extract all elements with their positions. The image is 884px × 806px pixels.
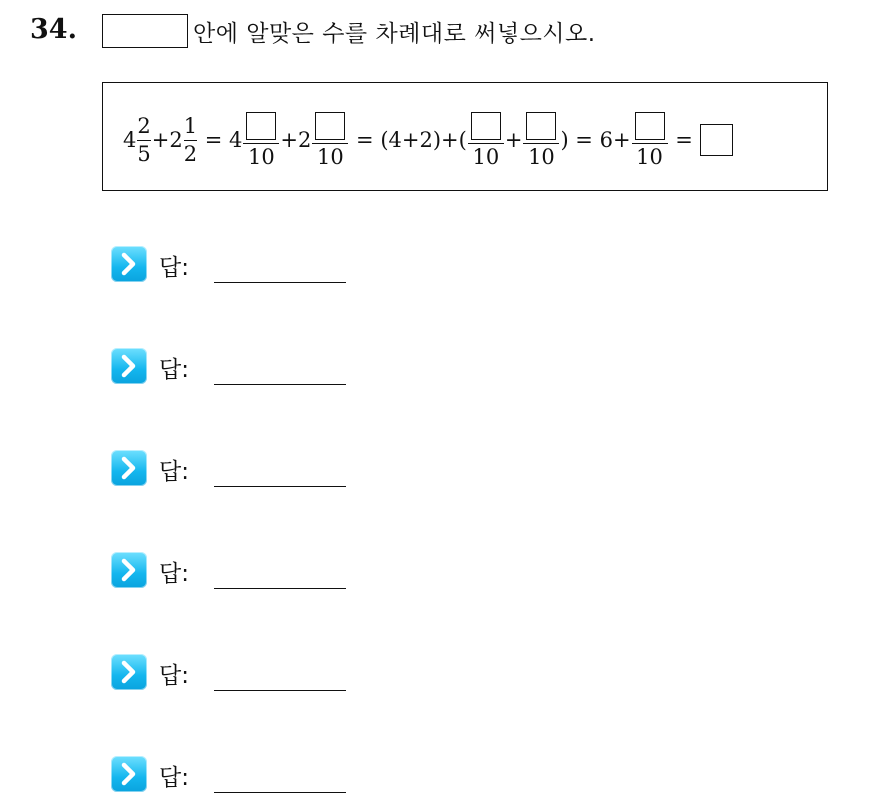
answer-line[interactable]	[214, 690, 346, 691]
operator: =	[668, 128, 700, 152]
prompt-blank-box	[102, 14, 188, 48]
fraction	[312, 112, 348, 168]
answer-row	[111, 654, 371, 704]
operator: +2	[280, 128, 312, 152]
blank-box[interactable]	[635, 112, 665, 140]
question-number: 34.	[30, 14, 77, 45]
answer-label: 답:	[159, 765, 189, 791]
equation	[103, 105, 827, 175]
answer-line[interactable]	[214, 792, 346, 793]
chevron-right-icon	[111, 450, 147, 486]
question-prompt: 안에 알맞은 수를 차례대로 써넣으시오.	[193, 21, 596, 47]
operator: +2	[151, 128, 183, 152]
fraction	[243, 112, 279, 168]
blank-box[interactable]	[246, 112, 276, 140]
fraction	[523, 112, 559, 168]
chevron-right-icon	[111, 756, 147, 792]
blank-box[interactable]	[700, 124, 733, 156]
answer-row	[111, 450, 371, 500]
operator: = 4	[198, 128, 243, 152]
blank-box[interactable]	[471, 112, 501, 140]
whole-part: 4	[123, 128, 137, 152]
denominator: 10	[248, 145, 275, 169]
chevron-right-icon	[111, 348, 147, 384]
chevron-right-icon	[111, 246, 147, 282]
answer-row	[111, 246, 371, 296]
fraction	[183, 113, 198, 166]
blank-box[interactable]	[526, 112, 556, 140]
operator: +	[504, 128, 523, 152]
answer-line[interactable]	[214, 282, 346, 283]
answer-row	[111, 756, 371, 806]
equation-box	[102, 82, 828, 191]
denominator: 10	[636, 145, 663, 169]
operator: = (4+2)+(	[349, 128, 467, 152]
answer-row	[111, 348, 371, 398]
answer-line[interactable]	[214, 486, 346, 487]
numerator: 2	[137, 113, 151, 138]
answer-label: 답:	[159, 255, 189, 281]
chevron-right-icon	[111, 552, 147, 588]
fraction	[632, 112, 668, 168]
denominator: 2	[183, 141, 198, 166]
fraction	[137, 113, 151, 166]
answer-label: 답:	[159, 357, 189, 383]
numerator: 1	[183, 113, 198, 138]
answer-label: 답:	[159, 459, 189, 485]
blank-box[interactable]	[315, 112, 345, 140]
answer-row	[111, 552, 371, 602]
operator: ) = 6+	[560, 128, 631, 152]
denominator: 5	[137, 141, 151, 166]
answer-line[interactable]	[214, 588, 346, 589]
denominator: 10	[472, 145, 500, 169]
chevron-right-icon	[111, 654, 147, 690]
answer-label: 답:	[159, 663, 189, 689]
answer-line[interactable]	[214, 384, 346, 385]
denominator: 10	[317, 145, 344, 169]
fraction	[468, 112, 504, 168]
answer-label: 답:	[159, 561, 189, 587]
denominator: 10	[528, 145, 555, 169]
